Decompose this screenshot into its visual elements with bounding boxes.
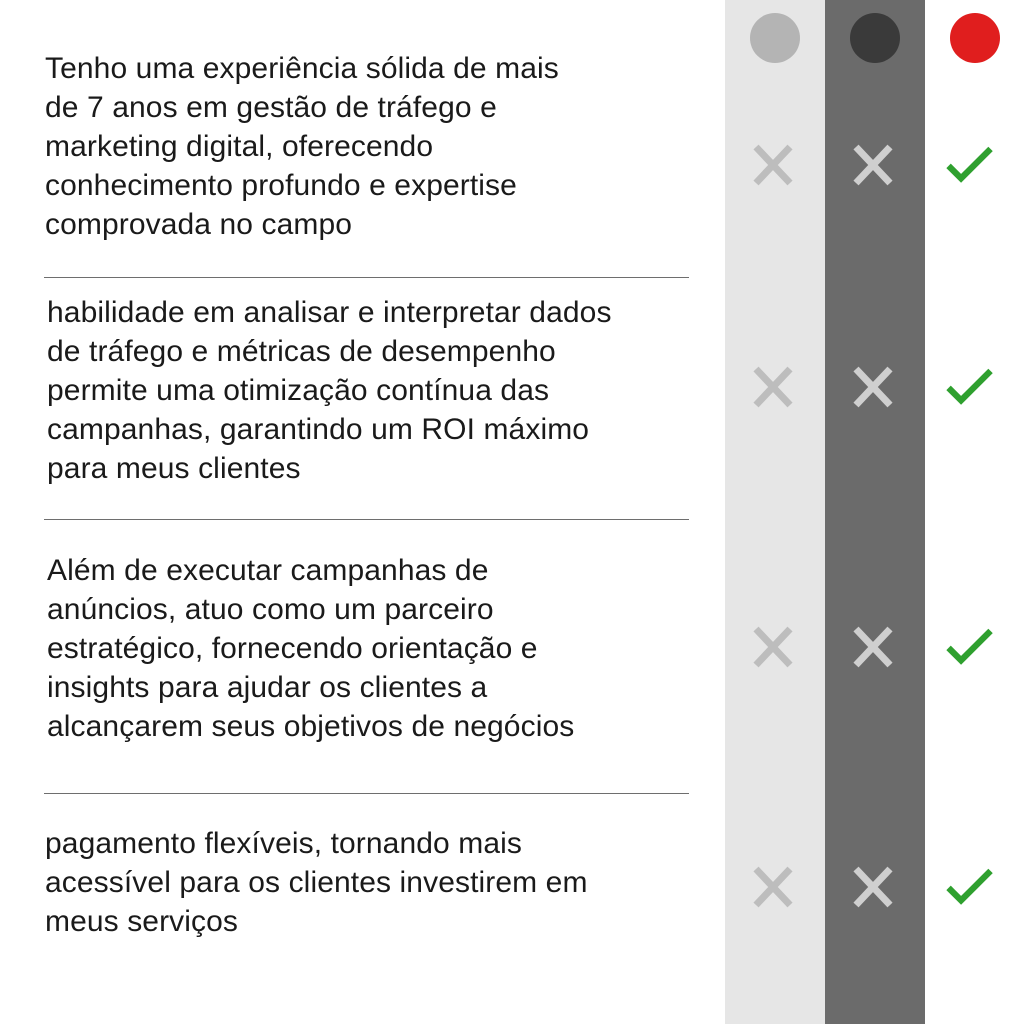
cross-icon (748, 624, 798, 670)
feature-text-line: para meus clientes (47, 452, 301, 485)
feature-text-line: marketing digital, oferecendo (45, 130, 434, 163)
feature-text-line: Tenho uma experiência sólida de mais (45, 52, 559, 85)
cross-icon (848, 864, 898, 910)
feature-text-line: alcançarem seus objetivos de negócios (47, 710, 575, 743)
check-icon (945, 624, 995, 670)
feature-text-3 (47, 551, 697, 746)
feature-text-line: campanhas, garantindo um ROI máximo (47, 413, 590, 446)
check-icon (945, 142, 995, 188)
red-dot-icon (950, 13, 1000, 63)
feature-text-line: de tráfego e métricas de desempenho (47, 335, 556, 368)
cross-icon (848, 364, 898, 410)
feature-text-line: Além de executar campanhas de (47, 554, 489, 587)
feature-text-2 (47, 293, 697, 488)
feature-text-4 (45, 824, 695, 941)
feature-text-1 (45, 49, 695, 244)
row-divider (44, 519, 689, 520)
feature-text-line: de 7 anos em gestão de tráfego e (45, 91, 497, 124)
feature-text-line: conhecimento profundo e expertise (45, 169, 517, 202)
feature-text-line: insights para ajudar os clientes a (47, 671, 488, 704)
feature-text-line: acessível para os clientes investirem em (45, 866, 588, 899)
cross-icon (848, 624, 898, 670)
feature-text-line: anúncios, atuo como um parceiro (47, 593, 494, 626)
feature-text-line: comprovada no campo (45, 208, 353, 241)
feature-text-line: permite uma otimização contínua das (47, 374, 550, 407)
feature-text-line: meus serviços (45, 905, 239, 938)
check-icon (945, 864, 995, 910)
feature-text-line: habilidade em analisar e interpretar dados (47, 296, 612, 329)
feature-text-line: pagamento flexíveis, tornando mais (45, 827, 522, 860)
cross-icon (848, 142, 898, 188)
gray-dot-icon (750, 13, 800, 63)
cross-icon (748, 142, 798, 188)
feature-text-line: estratégico, fornecendo orientação e (47, 632, 538, 665)
row-divider (44, 793, 689, 794)
row-divider (44, 277, 689, 278)
check-icon (945, 364, 995, 410)
cross-icon (748, 364, 798, 410)
dark-dot-icon (850, 13, 900, 63)
cross-icon (748, 864, 798, 910)
